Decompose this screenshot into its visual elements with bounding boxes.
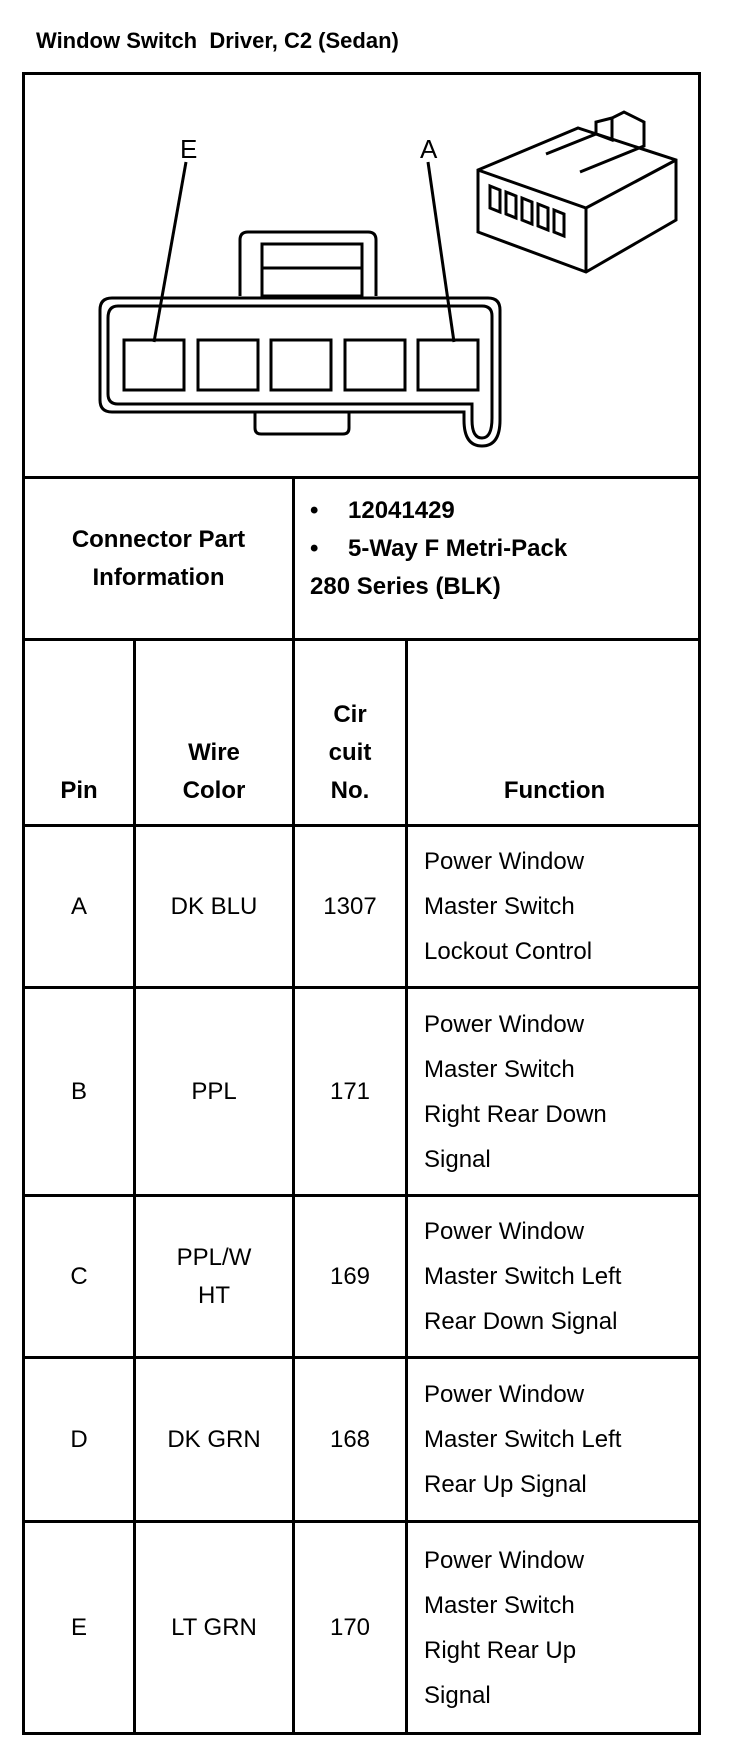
connector-type: 5-Way F Metri-Pack (348, 535, 568, 562)
wire-color-cell: PPL/W HT (176, 1243, 252, 1309)
function-cell: Power Window Master Switch Left Rear Down Signal (424, 1218, 622, 1335)
circuit-cell: 168 (329, 1425, 371, 1453)
header-wire-color: Wire Color (182, 739, 246, 804)
pin-cell: B (70, 1077, 87, 1105)
function-cell: Power Window Master Switch Right Rear Up Signal (424, 1546, 585, 1709)
pin-cell: E (70, 1613, 87, 1641)
connector-part-info-values (310, 492, 567, 606)
header-function: Function (503, 777, 606, 804)
list-item: • 12041429 (310, 492, 567, 530)
pin-e-label: E (180, 134, 198, 164)
header-circuit-no: Cir cuit No. (328, 701, 372, 804)
function-cell: Power Window Master Switch Lockout Control (424, 848, 593, 965)
circuit-cell: 169 (329, 1262, 371, 1290)
header-pin: Pin (60, 777, 98, 804)
wire-color-cell: PPL (191, 1077, 237, 1105)
page-title: Window Switch Driver, C2 (Sedan) (36, 28, 399, 53)
part-number: 12041429 (348, 497, 455, 524)
wire-color-cell: LT GRN (171, 1613, 257, 1641)
list-item: • 5-Way F Metri-Pack (310, 530, 567, 568)
function-cell: Power Window Master Switch Right Rear Down Signal (424, 1010, 607, 1173)
pin-cell: A (70, 892, 87, 920)
circuit-cell: 1307 (323, 892, 377, 920)
connector-part-info-label: Connector Part Information (71, 525, 246, 591)
pin-a-label: A (420, 134, 438, 164)
wire-color-cell: DK GRN (167, 1425, 261, 1453)
wire-color-cell: DK BLU (170, 892, 258, 920)
circuit-cell: 171 (329, 1077, 371, 1105)
pin-cell: D (70, 1425, 88, 1453)
pin-cell: C (70, 1262, 88, 1290)
function-cell: Power Window Master Switch Left Rear Up Signal (424, 1381, 622, 1498)
circuit-cell: 170 (329, 1613, 371, 1641)
connector-series: 280 Series (BLK) (310, 573, 501, 600)
